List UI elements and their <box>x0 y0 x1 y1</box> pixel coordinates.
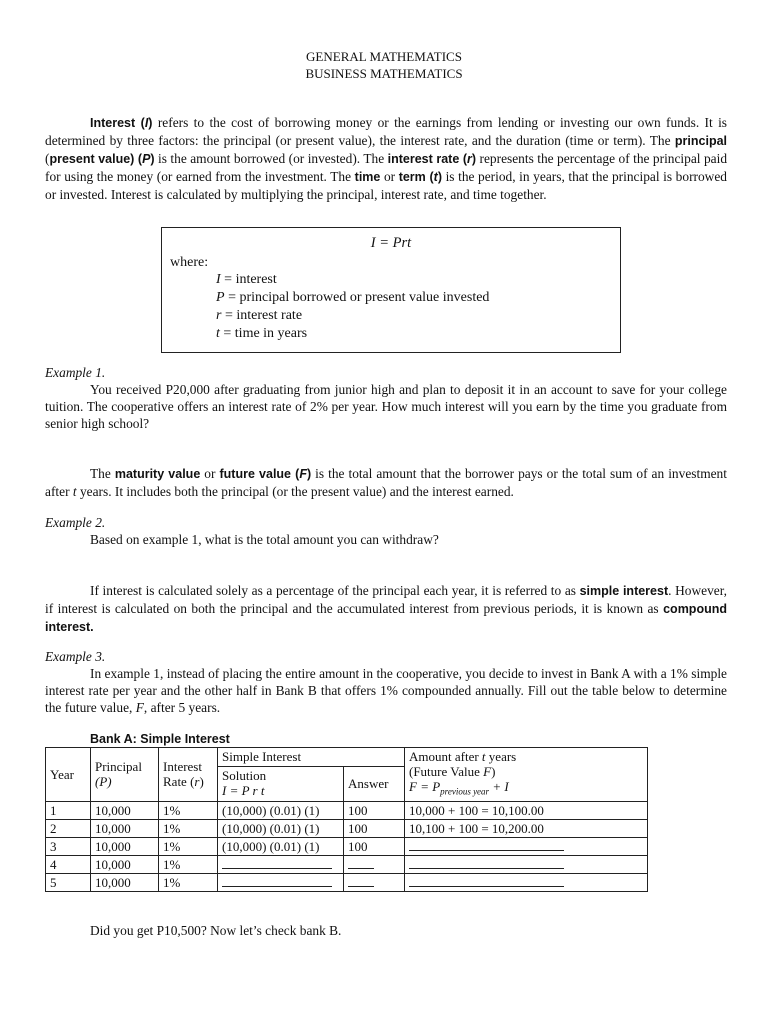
formula-def-time: t = time in years <box>216 326 308 341</box>
cell-solution: (10,000) (0.01) (1) <box>218 819 344 837</box>
fill-in-blank[interactable] <box>409 875 564 887</box>
header-year: Year <box>46 748 91 802</box>
formula-def-interest: I = interest <box>216 272 277 287</box>
formula-def-principal: P = principal borrowed or present value invested <box>216 290 490 305</box>
intro-paragraph: Interest (I) refers to the cost of borrowing money or the earnings from lending or investing our own funds. It is determined by three factors: the principal (or present value), the interest rate, and the duration (time or term). The principal (present value) (P) is the amount borrowed (or invested). The interest rate (r) represents the percentage of the principal paid for using the money (or earned from the investment. The time or term (t) is the period, in years, that the principal is borrowed or invested. Interest is calculated by multiplying the principal, interest rate, and time together. <box>45 115 728 202</box>
cell-principal: 10,000 <box>91 837 159 855</box>
formula-where: where: <box>170 255 209 270</box>
table-row <box>46 819 648 837</box>
fill-in-blank[interactable] <box>222 875 332 887</box>
cell-rate: 1% <box>159 801 218 819</box>
fill-in-blank[interactable] <box>409 857 564 869</box>
example2-text: Based on example 1, what is the total amount you can withdraw? <box>90 532 439 547</box>
formula-box <box>161 227 621 353</box>
cell-principal: 10,000 <box>91 819 159 837</box>
term-future-value: future value (F) <box>219 467 312 481</box>
cell-principal: 10,000 <box>91 873 159 891</box>
bank-a-table <box>45 747 648 892</box>
cell-answer: 100 <box>344 801 405 819</box>
cell-answer[interactable] <box>344 873 405 891</box>
term-term: term (t) <box>398 170 442 184</box>
example3-label: Example 3. <box>45 649 106 664</box>
fill-in-blank[interactable] <box>409 839 564 851</box>
cell-rate: 1% <box>159 873 218 891</box>
table-title: Bank A: Simple Interest <box>90 732 230 746</box>
cell-answer: 100 <box>344 837 405 855</box>
closing-text: Did you get P10,500? Now let’s check bank B. <box>90 923 342 938</box>
cell-amount: 10,100 + 100 = 10,200.00 <box>405 819 648 837</box>
cell-year: 4 <box>46 855 91 873</box>
cell-solution[interactable] <box>218 855 344 873</box>
term-time: time <box>354 170 381 184</box>
term-interest: Interest (I) <box>90 116 153 130</box>
simple-compound-paragraph: If interest is calculated solely as a percentage of the principal each year, it is referred to as simple interest. However, if interest is calculated on both the principal and the accumulated interest from previous periods, it is known as compound interest. <box>45 583 727 634</box>
cell-amount: 10,000 + 100 = 10,100.00 <box>405 801 648 819</box>
term-simple-interest: simple interest <box>579 584 669 598</box>
cell-year: 1 <box>46 801 91 819</box>
term-present-value: present value) (P) <box>49 152 155 166</box>
cell-year: 2 <box>46 819 91 837</box>
header-solution: Solution I = P r t <box>218 766 344 801</box>
table-row <box>46 837 648 855</box>
cell-solution[interactable] <box>218 873 344 891</box>
cell-amount[interactable] <box>405 855 648 873</box>
term-interest-rate: interest rate (r) <box>387 152 477 166</box>
fill-in-blank[interactable] <box>222 857 332 869</box>
cell-rate: 1% <box>159 855 218 873</box>
cell-solution: (10,000) (0.01) (1) <box>218 801 344 819</box>
header-interest-rate: Interest Rate (r) <box>159 748 218 802</box>
formula-main: I = Prt <box>370 235 412 251</box>
cell-year: 3 <box>46 837 91 855</box>
fill-in-blank[interactable] <box>348 857 374 869</box>
fill-in-blank[interactable] <box>348 875 374 887</box>
cell-amount[interactable] <box>405 837 648 855</box>
cell-answer: 100 <box>344 819 405 837</box>
table-row <box>46 801 648 819</box>
cell-rate: 1% <box>159 819 218 837</box>
table-row <box>46 855 648 873</box>
formula-def-rate: r = interest rate <box>216 308 303 323</box>
cell-answer[interactable] <box>344 855 405 873</box>
cell-solution: (10,000) (0.01) (1) <box>218 837 344 855</box>
cell-principal: 10,000 <box>91 801 159 819</box>
term-principal: principal <box>674 134 727 148</box>
cell-amount[interactable] <box>405 873 648 891</box>
example1-label: Example 1. <box>45 365 106 380</box>
header-title: GENERAL MATHEMATICS <box>306 49 462 64</box>
header-amount: Amount after t years (Future Value F) $F = P_{previous year} + I$ <box>405 748 648 802</box>
table-header-row-1 <box>46 748 648 767</box>
header-answer: Answer <box>344 766 405 801</box>
example3-text: In example 1, instead of placing the entire amount in the cooperative, you decide to invest in Bank A with a 1% simple interest rate per year and the other half in Bank B that offers 1% compounded annually. Fill out the table below to determine the future value, F, after 5 years. <box>45 666 727 715</box>
term-maturity-value: maturity value <box>114 467 201 481</box>
cell-rate: 1% <box>159 837 218 855</box>
header-simple-interest: Simple Interest <box>218 748 405 767</box>
term-compound-interest: compound interest. <box>45 602 727 634</box>
example2-label: Example 2. <box>45 515 106 530</box>
cell-principal: 10,000 <box>91 855 159 873</box>
maturity-paragraph: The maturity value or future value (F) is the total amount that the borrower pays or the total sum of an investment after t years. It includes both the principal (or the present value) and the interest earned. <box>45 466 727 499</box>
cell-year: 5 <box>46 873 91 891</box>
header-principal: Principal (P) <box>91 748 159 802</box>
table-row <box>46 873 648 891</box>
header-subtitle: BUSINESS MATHEMATICS <box>305 66 463 81</box>
example1-text: You received P20,000 after graduating from junior high and plan to deposit it in an account to save for your college tuition. The cooperative offers an interest rate of 2% per year. How much interest will you earn by the time you graduate from senior high school? <box>45 382 727 431</box>
